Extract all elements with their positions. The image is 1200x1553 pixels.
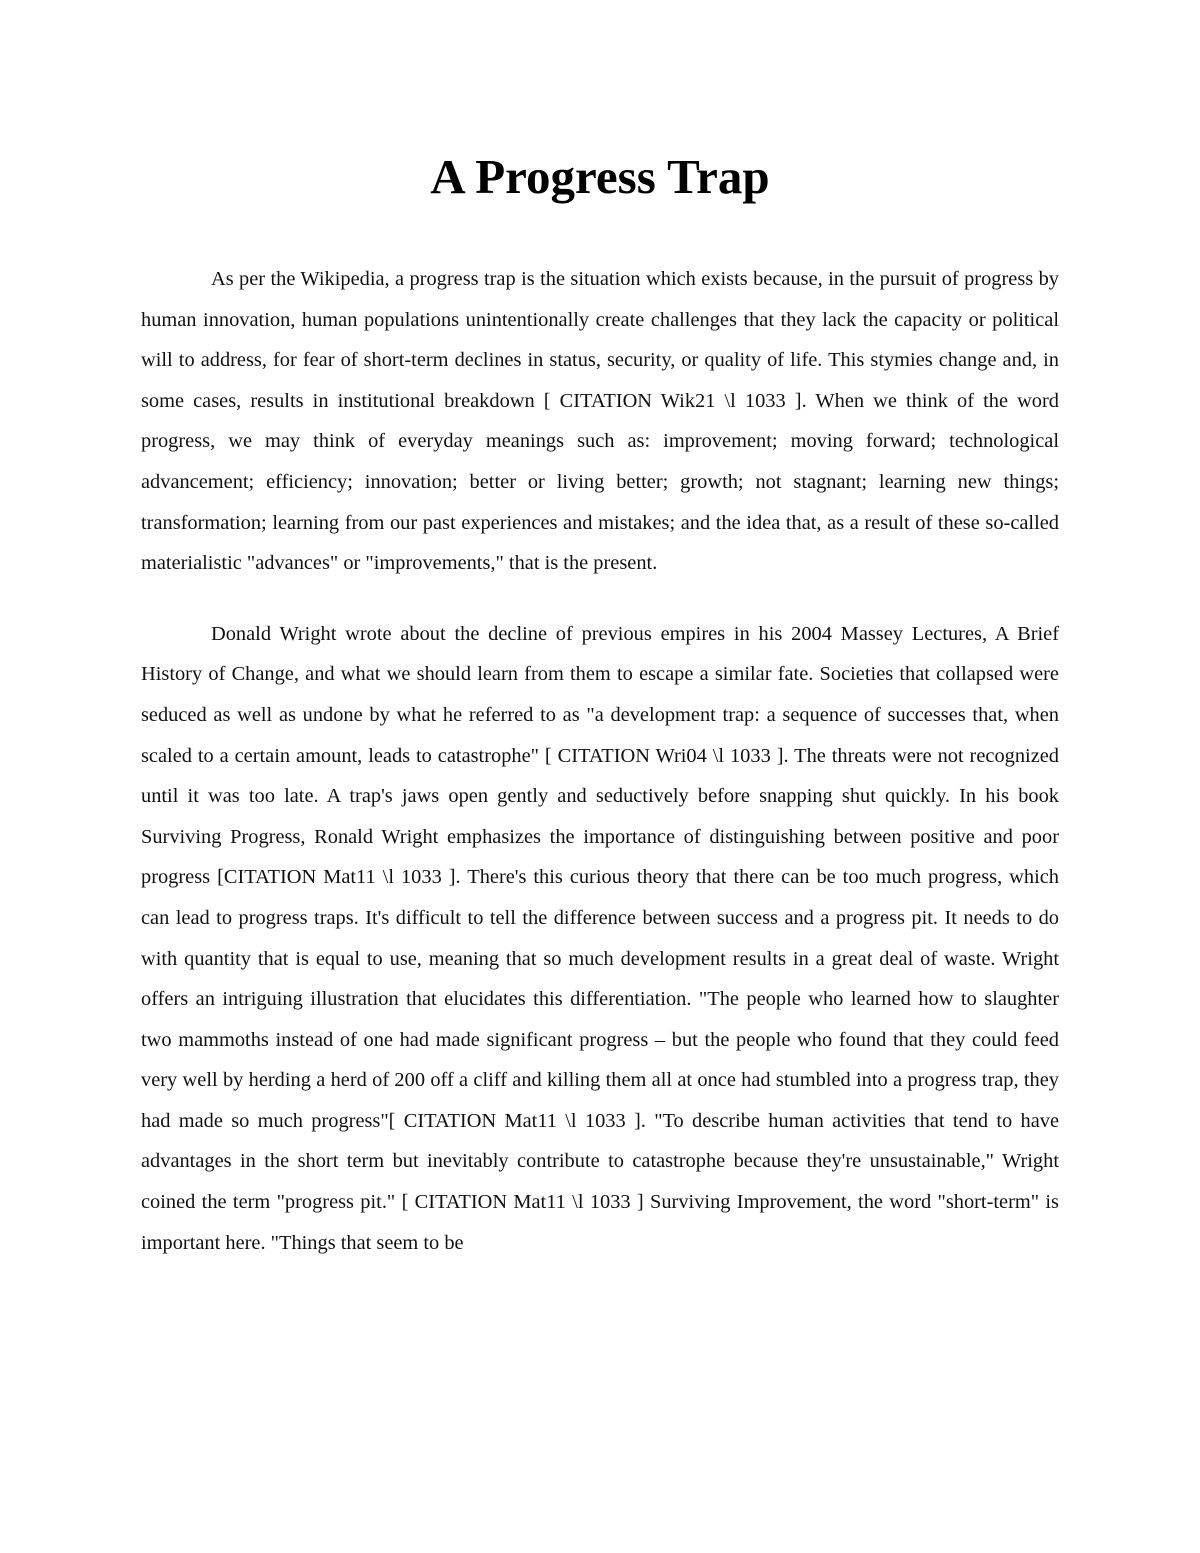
paragraph-2: Donald Wright wrote about the decline of previous empires in his 2004 Massey Lectures, A Brief History of Change, and what we should learn from them to escape a similar fate. Societies that collapsed were seduced as well as undone by what he referred to as "a development trap: a sequence of successes that, when scaled to a certain amount, leads to catastrophe" [ CITATION Wri04 \l 1033 ]. The threats were not recognized until it was too late. A trap's jaws open gently and seductively before snapping shut quickly. In his book Surviving Progress, Ronald Wright emphasizes the importance of distinguishing between positive and poor progress [CITATION Mat11 \l 1033 ]. There's this curious theory that there can be too much progress, which can lead to progress traps. It's difficult to tell the difference between success and a progress pit. It needs to do with quantity that is equal to use, meaning that so much development results in a great deal of waste. Wright offers an intriguing illustration that elucidates this differentiation. "The people who learned how to slaughter two mammoths instead of one had made significant progress – but the people who found that they could feed very well by herding a herd of 200 off a cliff and killing them all at once had stumbled into a progress trap, they had made so much progress"[ CITATION Mat11 \l 1033 ]. "To describe human activities that tend to have advantages in the short term but inevitably contribute to catastrophe because they're unsustainable," Wright coined the term "progress pit." [ CITATION Mat11 \l 1033 ] Surviving Improvement, the word "short-term" is important here. "Things that seem to be [141, 622, 1059, 1254]
paragraph-1: As per the Wikipedia, a progress trap is the situation which exists because, in the pursuit of progress by human innovation, human populations unintentionally create challenges that they lack the capacity or political will to address, for fear of short-term declines in status, security, or quality of life. This stymies change and, in some cases, results in institutional breakdown [ CITATION Wik21 \l 1033 ]. When we think of the word progress, we may think of everyday meanings such as: improvement; moving forward; technological advancement; efficiency; innovation; better or living better; growth; not stagnant; learning new things; transformation; learning from our past experiences and mistakes; and the idea that, as a result of these so-called materialistic "advances" or "improvements," that is the present. [141, 268, 1059, 575]
page-title: A Progress Trap [430, 149, 770, 204]
document-body [141, 259, 1059, 1263]
